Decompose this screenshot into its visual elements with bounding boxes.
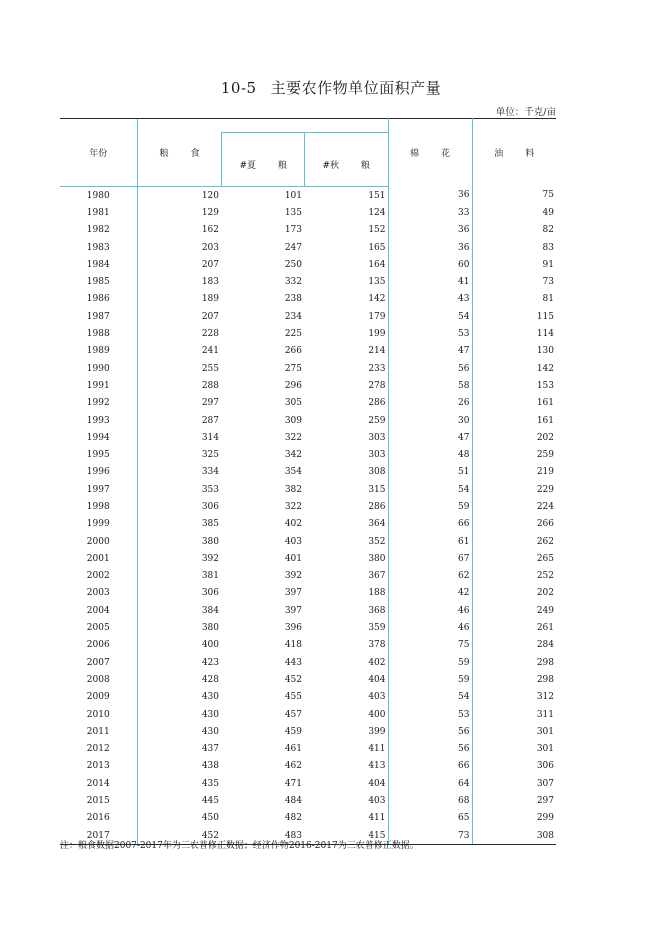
table-row — [60, 204, 556, 221]
cell-summer: 266 — [284, 346, 302, 357]
cell-autumn: 403 — [368, 796, 386, 807]
cell-year: 2003 — [86, 588, 110, 599]
cell-grain: 430 — [137, 689, 221, 706]
cell-oil: 252 — [472, 568, 556, 585]
cell-grain: 380 — [137, 533, 221, 550]
header-summer-1: #夏 — [239, 161, 257, 171]
cell-cotton: 43 — [388, 291, 472, 308]
cell-oil: 259 — [472, 446, 556, 463]
cell-autumn: 286 — [368, 398, 386, 409]
cell-grain: 385 — [137, 516, 221, 533]
cell-summer: 275 — [284, 363, 302, 374]
cell-autumn: 400 — [368, 709, 386, 720]
cell-year: 2009 — [86, 692, 110, 703]
table-row — [60, 619, 556, 636]
cell-autumn: 214 — [368, 346, 386, 357]
cell-autumn: 303 — [368, 450, 386, 461]
cell-oil: 298 — [472, 671, 556, 688]
cell-cotton: 33 — [388, 204, 472, 221]
table-row — [60, 637, 556, 654]
cell-grain: 306 — [137, 498, 221, 515]
cell-oil: 308 — [472, 827, 556, 845]
table-row — [60, 723, 556, 740]
cell-grain: 353 — [137, 481, 221, 498]
cell-oil: 298 — [472, 654, 556, 671]
cell-grain: 120 — [137, 187, 221, 205]
cell-summer: 354 — [284, 467, 302, 478]
cell-cotton: 73 — [388, 827, 472, 845]
cell-summer: 462 — [284, 761, 302, 772]
cell-grain: 183 — [137, 273, 221, 290]
cell-grain: 430 — [137, 706, 221, 723]
cell-autumn: 364 — [368, 519, 386, 530]
cell-cotton: 64 — [388, 775, 472, 792]
cell-summer: 396 — [284, 623, 302, 634]
cell-grain: 380 — [137, 619, 221, 636]
cell-cotton: 46 — [388, 602, 472, 619]
cell-summer: 452 — [284, 674, 302, 685]
table-row — [60, 481, 556, 498]
cell-autumn: 352 — [368, 536, 386, 547]
cell-oil: 49 — [472, 204, 556, 221]
table-row — [60, 550, 556, 567]
cell-oil: 114 — [472, 325, 556, 342]
cell-grain: 428 — [137, 671, 221, 688]
table-row — [60, 602, 556, 619]
cell-year: 1985 — [86, 277, 110, 288]
table-row — [60, 412, 556, 429]
cell-grain: 450 — [137, 810, 221, 827]
cell-autumn: 411 — [368, 813, 386, 824]
cell-oil: 75 — [472, 187, 556, 205]
cell-summer: 101 — [284, 190, 302, 201]
cell-summer: 459 — [284, 726, 302, 737]
cell-oil: 301 — [472, 723, 556, 740]
cell-year: 2002 — [86, 571, 110, 582]
cell-autumn: 367 — [368, 571, 386, 582]
cell-autumn: 124 — [368, 207, 386, 218]
cell-oil: 115 — [472, 308, 556, 325]
cell-autumn: 151 — [368, 190, 386, 201]
cell-year: 2011 — [86, 726, 110, 737]
cell-summer: 403 — [284, 536, 302, 547]
cell-autumn: 399 — [368, 726, 386, 737]
cell-autumn: 165 — [368, 242, 386, 253]
table-row — [60, 187, 556, 205]
header-grain-2: 食 — [190, 149, 200, 159]
header-grain-bracket — [221, 119, 388, 133]
cell-autumn: 152 — [368, 225, 386, 236]
cell-summer: 250 — [284, 259, 302, 270]
cell-cotton: 36 — [388, 222, 472, 239]
table-row — [60, 273, 556, 290]
cell-autumn: 135 — [368, 277, 386, 288]
cell-summer: 238 — [284, 294, 302, 305]
cell-summer: 482 — [284, 813, 302, 824]
table-row — [60, 395, 556, 412]
table-number: 10-5 — [220, 79, 257, 97]
cell-cotton: 59 — [388, 498, 472, 515]
cell-cotton: 36 — [388, 187, 472, 205]
cell-grain: 314 — [137, 429, 221, 446]
cell-grain: 228 — [137, 325, 221, 342]
cell-grain: 384 — [137, 602, 221, 619]
cell-year: 2017 — [60, 827, 137, 845]
cell-year: 1997 — [86, 484, 110, 495]
cell-grain: 287 — [137, 412, 221, 429]
cell-autumn: 188 — [368, 588, 386, 599]
table-row — [60, 464, 556, 481]
cell-year: 1999 — [86, 519, 110, 530]
cell-oil: 265 — [472, 550, 556, 567]
table-row — [60, 775, 556, 792]
cell-cotton: 62 — [388, 568, 472, 585]
cell-year: 2005 — [86, 623, 110, 634]
cell-grain: 435 — [137, 775, 221, 792]
cell-autumn: 179 — [368, 311, 386, 322]
header-grain — [137, 119, 221, 187]
unit-label: 单位：千克/亩 — [495, 107, 556, 118]
yield-table — [60, 118, 556, 845]
cell-oil: 307 — [472, 775, 556, 792]
cell-autumn: 199 — [368, 329, 386, 340]
cell-cotton: 61 — [388, 533, 472, 550]
cell-grain: 306 — [137, 585, 221, 602]
cell-summer: 397 — [284, 588, 302, 599]
cell-year: 2000 — [86, 536, 110, 547]
cell-year: 2013 — [86, 761, 110, 772]
header-oil-1: 油 — [494, 149, 504, 160]
cell-oil: 161 — [472, 395, 556, 412]
cell-autumn: 403 — [368, 692, 386, 703]
cell-autumn: 378 — [368, 640, 386, 651]
table-row — [60, 343, 556, 360]
cell-oil: 91 — [472, 256, 556, 273]
cell-autumn: 233 — [368, 363, 386, 374]
cell-cotton: 59 — [388, 671, 472, 688]
table-row — [60, 498, 556, 515]
cell-grain: 381 — [137, 568, 221, 585]
cell-year: 1988 — [86, 329, 110, 340]
table-title — [0, 77, 662, 98]
cell-autumn: 411 — [368, 744, 386, 755]
cell-cotton: 48 — [388, 446, 472, 463]
cell-summer: 296 — [284, 380, 302, 391]
table-row — [60, 671, 556, 688]
cell-oil: 161 — [472, 412, 556, 429]
cell-autumn: 286 — [368, 501, 386, 512]
cell-summer: 461 — [284, 744, 302, 755]
cell-oil: 81 — [472, 291, 556, 308]
cell-oil: 312 — [472, 689, 556, 706]
cell-grain: 203 — [137, 239, 221, 256]
cell-year: 1996 — [86, 467, 110, 478]
cell-summer: 483 — [221, 827, 304, 845]
footnote: 注：粮食数据2007-2017年为三农普修正数据；经济作物2016-2017为三农普修正数据。 — [60, 841, 419, 851]
cell-grain: 129 — [137, 204, 221, 221]
cell-cotton: 75 — [388, 637, 472, 654]
cell-summer: 234 — [284, 311, 302, 322]
header-cotton-1: 棉 — [409, 149, 419, 160]
cell-year: 1993 — [86, 415, 110, 426]
cell-cotton: 56 — [388, 360, 472, 377]
cell-autumn: 259 — [368, 415, 386, 426]
header-autumn-grain — [304, 133, 388, 187]
cell-cotton: 66 — [388, 758, 472, 775]
cell-year: 2007 — [86, 657, 110, 668]
cell-oil: 306 — [472, 758, 556, 775]
cell-cotton: 36 — [388, 239, 472, 256]
table-row — [60, 446, 556, 463]
cell-autumn: 415 — [304, 827, 388, 845]
cell-summer: 397 — [284, 605, 302, 616]
cell-oil: 130 — [472, 343, 556, 360]
cell-cotton: 54 — [388, 308, 472, 325]
cell-autumn: 308 — [368, 467, 386, 478]
cell-cotton: 54 — [388, 689, 472, 706]
cell-grain: 437 — [137, 741, 221, 758]
header-summer-grain — [221, 133, 304, 187]
cell-oil: 153 — [472, 377, 556, 394]
cell-cotton: 47 — [388, 429, 472, 446]
cell-summer: 392 — [284, 571, 302, 582]
table-row — [60, 654, 556, 671]
cell-summer: 443 — [284, 657, 302, 668]
cell-grain: 297 — [137, 395, 221, 412]
header-autumn-1: #秋 — [322, 161, 340, 171]
table-row — [60, 222, 556, 239]
header-grain-1: 粮 — [159, 149, 169, 159]
cell-oil: 219 — [472, 464, 556, 481]
table-row — [60, 308, 556, 325]
cell-cotton: 56 — [388, 741, 472, 758]
cell-grain: 334 — [137, 464, 221, 481]
cell-autumn: 413 — [368, 761, 386, 772]
table-row — [60, 377, 556, 394]
table-row — [60, 810, 556, 827]
cell-summer: 173 — [284, 225, 302, 236]
cell-oil: 266 — [472, 516, 556, 533]
header-summer-2: 粮 — [278, 161, 288, 171]
cell-summer: 135 — [284, 207, 302, 218]
cell-year: 1998 — [86, 501, 110, 512]
cell-year: 1987 — [86, 311, 110, 322]
cell-year: 2015 — [86, 796, 110, 807]
cell-grain: 207 — [137, 256, 221, 273]
cell-cotton: 58 — [388, 377, 472, 394]
cell-year: 1994 — [86, 432, 110, 443]
header-oil — [472, 119, 556, 187]
cell-year: 2006 — [86, 640, 110, 651]
cell-oil: 202 — [472, 585, 556, 602]
cell-autumn: 404 — [368, 674, 386, 685]
cell-oil: 229 — [472, 481, 556, 498]
cell-summer: 322 — [284, 501, 302, 512]
table-row — [60, 291, 556, 308]
cell-oil: 284 — [472, 637, 556, 654]
cell-cotton: 41 — [388, 273, 472, 290]
cell-year: 1991 — [86, 380, 110, 391]
cell-summer: 382 — [284, 484, 302, 495]
cell-year: 1992 — [86, 398, 110, 409]
cell-cotton: 53 — [388, 706, 472, 723]
cell-oil: 142 — [472, 360, 556, 377]
table-row — [60, 758, 556, 775]
cell-cotton: 60 — [388, 256, 472, 273]
cell-grain: 438 — [137, 758, 221, 775]
cell-oil: 261 — [472, 619, 556, 636]
cell-cotton: 26 — [388, 395, 472, 412]
table-row — [60, 689, 556, 706]
cell-summer: 401 — [284, 553, 302, 564]
cell-autumn: 315 — [368, 484, 386, 495]
cell-grain: 445 — [137, 792, 221, 809]
cell-autumn: 142 — [368, 294, 386, 305]
cell-grain: 207 — [137, 308, 221, 325]
cell-summer: 332 — [284, 277, 302, 288]
cell-autumn: 164 — [368, 259, 386, 270]
cell-cotton: 42 — [388, 585, 472, 602]
cell-summer: 247 — [284, 242, 302, 253]
header-year: 年份 — [60, 119, 137, 187]
table-row — [60, 741, 556, 758]
table-row — [60, 516, 556, 533]
header-autumn-2: 粮 — [361, 161, 371, 171]
cell-oil: 299 — [472, 810, 556, 827]
cell-autumn: 404 — [368, 778, 386, 789]
table-row — [60, 533, 556, 550]
table-row — [60, 239, 556, 256]
cell-grain: 255 — [137, 360, 221, 377]
table-row — [60, 585, 556, 602]
cell-oil: 73 — [472, 273, 556, 290]
cell-autumn: 402 — [368, 657, 386, 668]
cell-oil: 262 — [472, 533, 556, 550]
cell-cotton: 67 — [388, 550, 472, 567]
cell-cotton: 47 — [388, 343, 472, 360]
cell-year: 1986 — [86, 294, 110, 305]
cell-oil: 83 — [472, 239, 556, 256]
cell-grain: 423 — [137, 654, 221, 671]
header-oil-2: 料 — [525, 149, 535, 160]
cell-cotton: 51 — [388, 464, 472, 481]
cell-cotton: 54 — [388, 481, 472, 498]
cell-autumn: 303 — [368, 432, 386, 443]
cell-year: 1981 — [86, 207, 110, 218]
cell-summer: 309 — [284, 415, 302, 426]
cell-grain: 400 — [137, 637, 221, 654]
cell-grain: 189 — [137, 291, 221, 308]
table-row — [60, 256, 556, 273]
table-row — [60, 706, 556, 723]
cell-cotton: 30 — [388, 412, 472, 429]
table-row — [60, 429, 556, 446]
cell-oil: 202 — [472, 429, 556, 446]
cell-cotton: 59 — [388, 654, 472, 671]
cell-autumn: 278 — [368, 380, 386, 391]
cell-year: 1980 — [86, 190, 110, 201]
cell-cotton: 46 — [388, 619, 472, 636]
cell-summer: 484 — [284, 796, 302, 807]
cell-autumn: 368 — [368, 605, 386, 616]
cell-year: 2012 — [86, 744, 110, 755]
cell-cotton: 66 — [388, 516, 472, 533]
cell-year: 1983 — [86, 242, 110, 253]
cell-oil: 301 — [472, 741, 556, 758]
header-cotton-2: 花 — [441, 149, 451, 160]
cell-grain: 452 — [137, 827, 221, 845]
cell-year: 2001 — [86, 553, 110, 564]
cell-summer: 457 — [284, 709, 302, 720]
cell-grain: 162 — [137, 222, 221, 239]
cell-grain: 325 — [137, 446, 221, 463]
cell-oil: 82 — [472, 222, 556, 239]
cell-oil: 297 — [472, 792, 556, 809]
cell-summer: 471 — [284, 778, 302, 789]
cell-year: 2014 — [86, 778, 110, 789]
cell-autumn: 380 — [368, 553, 386, 564]
cell-year: 1984 — [86, 259, 110, 270]
table-title-text: 主要农作物单位面积产量 — [270, 79, 442, 97]
cell-summer: 418 — [284, 640, 302, 651]
cell-cotton: 53 — [388, 325, 472, 342]
cell-grain: 430 — [137, 723, 221, 740]
cell-year: 2010 — [86, 709, 110, 720]
cell-oil: 311 — [472, 706, 556, 723]
cell-cotton: 68 — [388, 792, 472, 809]
cell-cotton: 65 — [388, 810, 472, 827]
cell-year: 1990 — [86, 363, 110, 374]
cell-autumn: 359 — [368, 623, 386, 634]
cell-year: 2016 — [86, 813, 110, 824]
cell-oil: 224 — [472, 498, 556, 515]
cell-summer: 342 — [284, 450, 302, 461]
table-row — [60, 360, 556, 377]
cell-summer: 402 — [284, 519, 302, 530]
cell-cotton: 56 — [388, 723, 472, 740]
cell-year: 1989 — [86, 346, 110, 357]
cell-year: 2008 — [86, 674, 110, 685]
table-row — [60, 792, 556, 809]
cell-summer: 305 — [284, 398, 302, 409]
table-row — [60, 568, 556, 585]
cell-grain: 288 — [137, 377, 221, 394]
cell-summer: 225 — [284, 329, 302, 340]
cell-year: 1982 — [86, 225, 110, 236]
cell-summer: 322 — [284, 432, 302, 443]
header-cotton — [388, 119, 472, 187]
cell-year: 1995 — [86, 450, 110, 461]
cell-grain: 241 — [137, 343, 221, 360]
cell-oil: 249 — [472, 602, 556, 619]
cell-grain: 392 — [137, 550, 221, 567]
cell-summer: 455 — [284, 692, 302, 703]
table-row — [60, 325, 556, 342]
cell-year: 2004 — [86, 605, 110, 616]
